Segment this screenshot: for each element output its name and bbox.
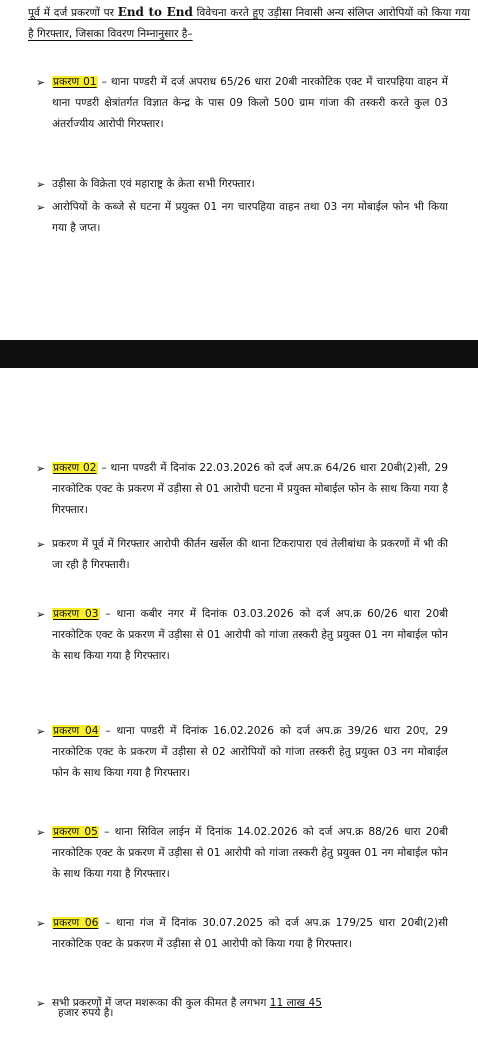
summary-cut-text: हजार रुपये है। (58, 1007, 114, 1019)
case-text: – थाना गंज में दिनांक 30.07.2025 को दर्ज अप.क्र 179/25 धारा 20बी(2)सी नारकोटिक एक्ट के प्रकरण में उड़ीसा से 01 आरोपी को किया गया है गिरफ्तार। (52, 917, 448, 950)
case-label: प्रकरण 06 (53, 917, 99, 929)
summary-cut-line (58, 1007, 178, 1025)
list-item (36, 197, 448, 239)
intro-text-1: पूर्व में दर्ज प्रकरणों पर (28, 7, 118, 19)
intro-bold: End to End (117, 5, 193, 19)
list-item (36, 174, 448, 195)
arrow-bullet-icon: ➢ (36, 462, 46, 475)
arrow-bullet-icon: ➢ (36, 201, 46, 214)
list-item-case-05 (36, 822, 448, 885)
case-label: प्रकरण 02 (53, 462, 97, 474)
arrow-bullet-icon: ➢ (36, 725, 46, 738)
item-text: उड़ीसा के विक्रेता एवं महाराष्ट्र के क्रेता सभी गिरफ्तार। (52, 178, 255, 190)
summary-text: सभी प्रकरणों में जप्त मशरूका की कुल कीमत है लगभग (52, 997, 270, 1009)
intro-text-2: विवेचना करते हुए उड़ीसा निवासी अन्य संलिप्त आरोपियों को किया गया है गिरफ्तार, जिसका विवरण निम्नानुसार है– (28, 7, 470, 40)
arrow-bullet-icon: ➢ (36, 917, 46, 930)
list-item-case-02 (36, 458, 448, 521)
case-text: – थाना पण्डरी में दर्ज अपराध 65/26 धारा 20बी नारकोटिक एक्ट में चारपहिया वाहन में थाना पण्डरी क्षेत्रांतर्गत विज्ञात केन्द्र के पास 09 किलो 500 ग्राम गांजा की तस्करी करते कुल 03 अंतर्राज्यीय आरोपी गिरफ्तार। (52, 76, 448, 130)
summary-amount: 11 लाख 45 (269, 997, 323, 1009)
list-item-case-03 (36, 604, 448, 667)
list-item-case-04 (36, 721, 448, 784)
case-label: प्रकरण 01 (53, 76, 97, 88)
case-text: – थाना सिविल लाईन में दिनांक 14.02.2026 को दर्ज अप.क्र 88/26 धारा 20बी नारकोटिक एक्ट के प्रकरण में उड़ीसा से 01 आरोपी को गांजा तस्करी हेतु प्रयुक्त 01 नग मोबाईल फोन के साथ किया गया है गिरफ्तार। (52, 826, 448, 880)
black-separator-band (0, 340, 478, 368)
case-label: प्रकरण 04 (53, 725, 99, 737)
arrow-bullet-icon: ➢ (36, 76, 46, 89)
arrow-bullet-icon: ➢ (36, 178, 46, 191)
item-text: आरोपियों के कब्जे से घटना में प्रयुक्त 01 नग चारपहिया वाहन तथा 03 नग मोबाईल फोन भी किया गया है जप्त। (52, 201, 448, 234)
case-label: प्रकरण 03 (53, 608, 99, 620)
item-text: प्रकरण में पूर्व में गिरफ्तार आरोपी कीर्तन खर्सेल की थाना टिकरापारा एवं तेलीबांधा के प्रकरणों में भी की जा रही है गिरफ्तारी। (52, 538, 448, 571)
case-text: – थाना कबीर नगर में दिनांक 03.03.2026 को दर्ज अप.क्र 60/26 धारा 20बी नारकोटिक एक्ट के प्रकरण में उड़ीसा से 01 आरोपी को गांजा तस्करी हेतु प्रयुक्त 01 नग मोबाईल फोन के साथ किया गया है गिरफ्तार। (52, 608, 448, 662)
arrow-bullet-icon: ➢ (36, 826, 46, 839)
case-text: – थाना पण्डरी में दिनांक 16.02.2026 को दर्ज अप.क्र 39/26 धारा 20ए, 29 नारकोटिक एक्ट के प्रकरण में उड़ीसा से 02 आरोपियों को गांजा तस्करी हेतु प्रयुक्त 03 नग मोबाईल फोन के साथ किया गया है गिरफ्तार। (52, 725, 448, 779)
case-text: – थाना पण्डरी में दिनांक 22.03.2026 को दर्ज अप.क्र 64/26 धारा 20बी(2)सी, 29 नारकोटिक एक्ट के प्रकरण में उड़ीसा से 01 आरोपी घटना में प्रयुक्त मोबाईल फोन के साथ किया गया है गिरफ्तार। (52, 462, 448, 516)
list-item (36, 534, 448, 576)
arrow-bullet-icon: ➢ (36, 997, 46, 1010)
case-label: प्रकरण 05 (53, 826, 98, 838)
intro-paragraph (28, 2, 470, 45)
arrow-bullet-icon: ➢ (36, 538, 46, 551)
list-item-case-06 (36, 913, 448, 955)
list-item-case-01 (36, 72, 448, 135)
arrow-bullet-icon: ➢ (36, 608, 46, 621)
